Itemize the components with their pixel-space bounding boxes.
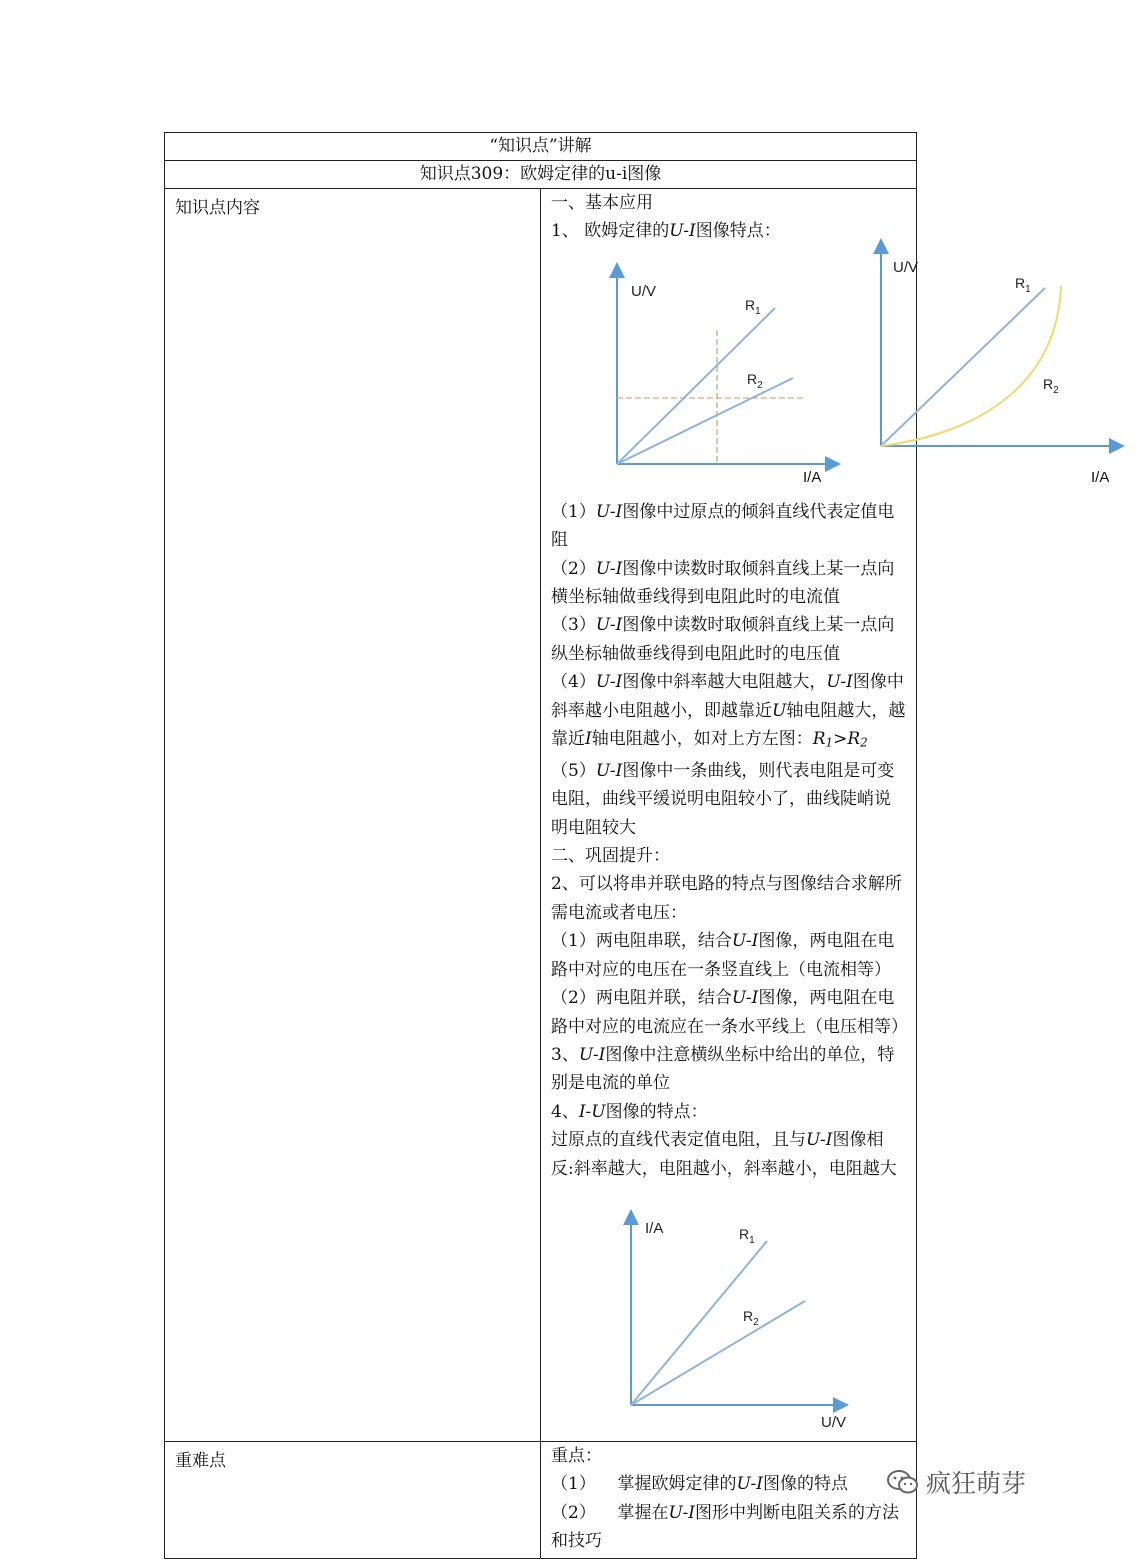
right-line-r1 xyxy=(881,288,1045,446)
left-line-r2 xyxy=(617,378,793,464)
table-header-topic: 知识点309：欧姆定律的u-i图像 xyxy=(165,161,917,189)
right-r1-label: $R_1$ xyxy=(1015,274,1031,295)
iu-r1-label: $R_1$ xyxy=(739,1225,755,1246)
chart-row-top xyxy=(551,246,1110,498)
content-cell xyxy=(541,189,1110,1442)
iu-r2-label: $R_2$ xyxy=(743,1307,759,1328)
section2-title: 二、巩固提升： xyxy=(551,846,670,867)
right-r2-label: $R_2$ xyxy=(1043,375,1059,396)
left-r2-label: $R_2$ xyxy=(747,370,763,391)
item2: 2、可以将串并联电路的特点与图像结合求解所需电流或者电压： xyxy=(551,874,902,923)
iu-ylabel: I/A xyxy=(645,1219,664,1237)
chart-row-bottom xyxy=(551,1183,906,1441)
watermark-text: 疯狂萌芽 xyxy=(926,1469,1027,1498)
point-1: （1）U-I图像中过原点的倾斜直线代表定值电阻 xyxy=(551,501,895,551)
item4: 4、I-U图像的特点： xyxy=(551,1101,708,1122)
section1-title: 一、基本应用 xyxy=(551,193,653,213)
right-ylabel: U/V xyxy=(893,258,919,276)
label-content: 知识点内容 xyxy=(165,189,541,1442)
point-4: （4）U-I图像中斜率越大电阻越大，U-I图像中斜率越小电阻越小，即越靠近U轴电阻越大，越靠近I轴电阻越小，如对上方左图：R1>R2 xyxy=(551,672,906,750)
item1: 1、 欧姆定律的U-I图像特点： xyxy=(551,221,781,242)
right-curve-r2 xyxy=(881,286,1061,446)
left-r1-label: $R_1$ xyxy=(745,296,761,317)
parallel-point: （2）两电阻并联，结合U-I图像，两电阻在电路中对应的电流应在一条水平线上（电压相等） xyxy=(551,988,908,1037)
left-xlabel: I/A xyxy=(803,468,822,486)
wechat-icon xyxy=(886,1468,920,1502)
series-point: （1）两电阻串联，结合U-I图像，两电阻在电路中对应的电压在一条竖直线上（电流相等） xyxy=(551,931,895,980)
key-point-2: （2） 掌握在U-I图形中判断电阻关系的方法和技巧 xyxy=(551,1502,899,1552)
chart-right xyxy=(867,246,1147,498)
left-ylabel: U/V xyxy=(631,282,657,300)
iu-xlabel: U/V xyxy=(821,1413,847,1431)
item3: 3、U-I图像中注意横纵坐标中给出的单位，特别是电流的单位 xyxy=(551,1044,895,1094)
key-title: 重点： xyxy=(551,1445,602,1466)
iu-line-r2 xyxy=(631,1301,805,1405)
table-header-title: “知识点”讲解 xyxy=(165,133,917,161)
watermark xyxy=(886,1464,1026,1502)
point-2: （2）U-I图像中读数时取倾斜直线上某一点向横坐标轴做垂线得到电阻此时的电流值 xyxy=(551,558,895,608)
right-xlabel: I/A xyxy=(1091,468,1110,486)
key-point-1: （1） 掌握欧姆定律的U-I图像的特点 xyxy=(551,1474,848,1495)
item4-desc: 过原点的直线代表定值电阻，且与U-I图像相反:斜率越大，电阻越小，斜率越小，电阻越大 xyxy=(551,1130,897,1179)
chart-iu xyxy=(621,1183,941,1441)
point-5: （5）U-I图像中一条曲线，则代表电阻是可变电阻，曲线平缓说明电阻较小了，曲线陡峭说明电阻较大 xyxy=(551,760,895,838)
point-3: （3）U-I图像中读数时取倾斜直线上某一点向纵坐标轴做垂线得到电阻此时的电压值 xyxy=(551,615,895,664)
label-key: 重难点 xyxy=(165,1441,541,1558)
chart-left xyxy=(571,246,831,498)
key-cell xyxy=(541,1441,917,1558)
